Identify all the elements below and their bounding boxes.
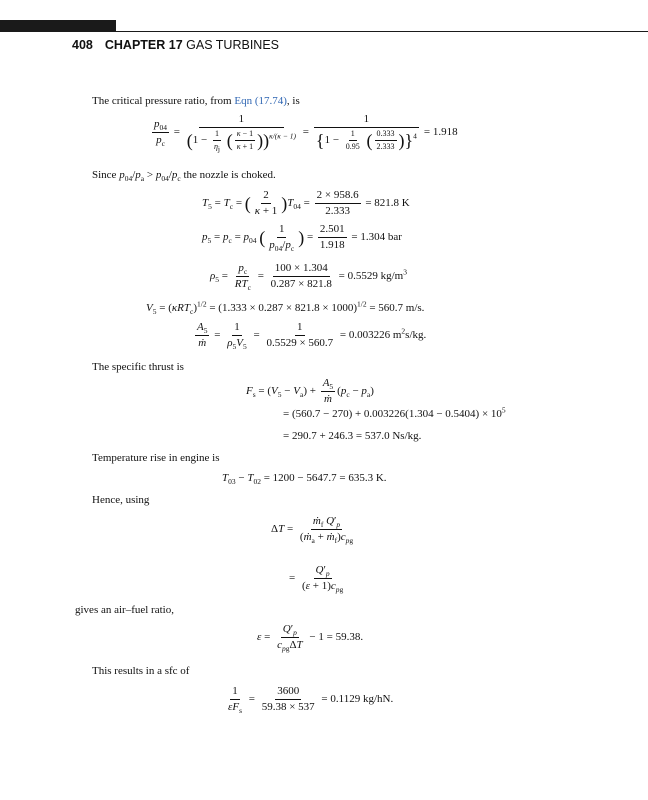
paragraph-sfc: This results in a sfc of bbox=[92, 665, 190, 677]
paragraph-specific-thrust: The specific thrust is bbox=[92, 361, 184, 373]
equation-fs-line3: = 290.7 + 246.3 = 537.0 Ns/kg. bbox=[283, 430, 422, 442]
equation-v5: $V_5 = (\kappa RT_c)^{1/2} = (1.333 \times 0.287 \times 821.8 \times 1000)^{1/2} = 560.7$ m/s. bbox=[146, 299, 425, 317]
paragraph-temp-rise: Temperature rise in engine is bbox=[92, 452, 220, 464]
paragraph-air-fuel: gives an air–fuel ratio, bbox=[75, 604, 174, 616]
page-number: 408 bbox=[72, 38, 93, 52]
equation-p5: $p_5 = p_c = p_{04}$ ( $\frac{1}{p_{04}/p_c}$ ) = $\frac{2.501}{1.918}$ = 1.304 bar bbox=[202, 223, 402, 254]
equation-reference-link[interactable]: Eqn (17.74) bbox=[234, 95, 287, 107]
chapter-title: GAS TURBINES bbox=[186, 38, 279, 52]
chapter-label: CHAPTER 17 bbox=[104, 38, 183, 52]
equation-fs-line2: = $(560.7 - 270) + 0.003226(1.304 - 0.5404) \times 10^5$ bbox=[283, 405, 506, 420]
equation-sfc: $\frac{1}{\varepsilon F_s}$ = $\frac{3600}{59.38 \times 537}$ = 0.1129 kg/hN. bbox=[228, 685, 394, 716]
paragraph-critical: The critical pressure ratio, from Eqn (17.74), is bbox=[92, 95, 300, 107]
equation-temp-rise: $T_{03} - T_{02} = 1200 - 5647.7 = 635.3$ K. bbox=[222, 472, 387, 487]
equation-delta-t-simplified: = $\frac{Q'_p}{(\varepsilon + 1)c_{pg}}$ bbox=[289, 564, 344, 595]
equation-rho5: $\rho_5$ = $\frac{p_c}{RT_c}$ = $\frac{100 \times 1.304}{0.287 \times 821.8}$ = 0.5529 $kg/m^3$ bbox=[210, 262, 407, 293]
equation-delta-t: ΔT = $\frac{ṁ_f Q'_p}{(ṁ_a + ṁ_f)c_{pg}}$ bbox=[271, 515, 354, 546]
paragraph-choked: Since $p_{04}/p_a > p_{04}/p_c$ the nozzle is choked. bbox=[92, 169, 276, 184]
equation-t5: $T_5 = T_c$ = ( $\frac{2}{\kappa + 1}$ )$T_{04}$ = $\frac{2 \times 958.6}{2.333}$ = 821.8 K bbox=[202, 189, 410, 217]
equation-critical-ratio: $\frac{p_{04}}{p_c}$ = 1 (1 − $\frac{1}{\eta_j}$ ( $\frac{\kappa - 1}{\kappa + 1}$ ))$^{\kappa/(\kappa - 1)}$ = 1 {1 − $\frac{1}{0.95}$ ( $\frac{0.333}{2.333}$ )}$^4$ = 1.918 bbox=[154, 113, 458, 154]
header-bar bbox=[0, 20, 116, 31]
header-rule bbox=[0, 31, 648, 32]
paragraph-hence: Hence, using bbox=[92, 494, 150, 506]
equation-air-fuel: ε = $\frac{Q'_p}{c_{pg}\Delta T}$ − 1 = 59.38. bbox=[257, 623, 364, 654]
equation-fs-line1: $F_s = (V_5 - V_a)$ + $\frac{A_5}{\text{ṁ}}$ $(p_c - p_a)$ bbox=[246, 377, 374, 405]
equation-area: $\frac{A_5}{\text{ṁ}}$ = $\frac{1}{\rho_5V_5}$ = $\frac{1}{0.5529 \times 560.7}$ = 0.003226 $m^2s/kg$. bbox=[197, 321, 427, 352]
page-header bbox=[72, 38, 279, 52]
